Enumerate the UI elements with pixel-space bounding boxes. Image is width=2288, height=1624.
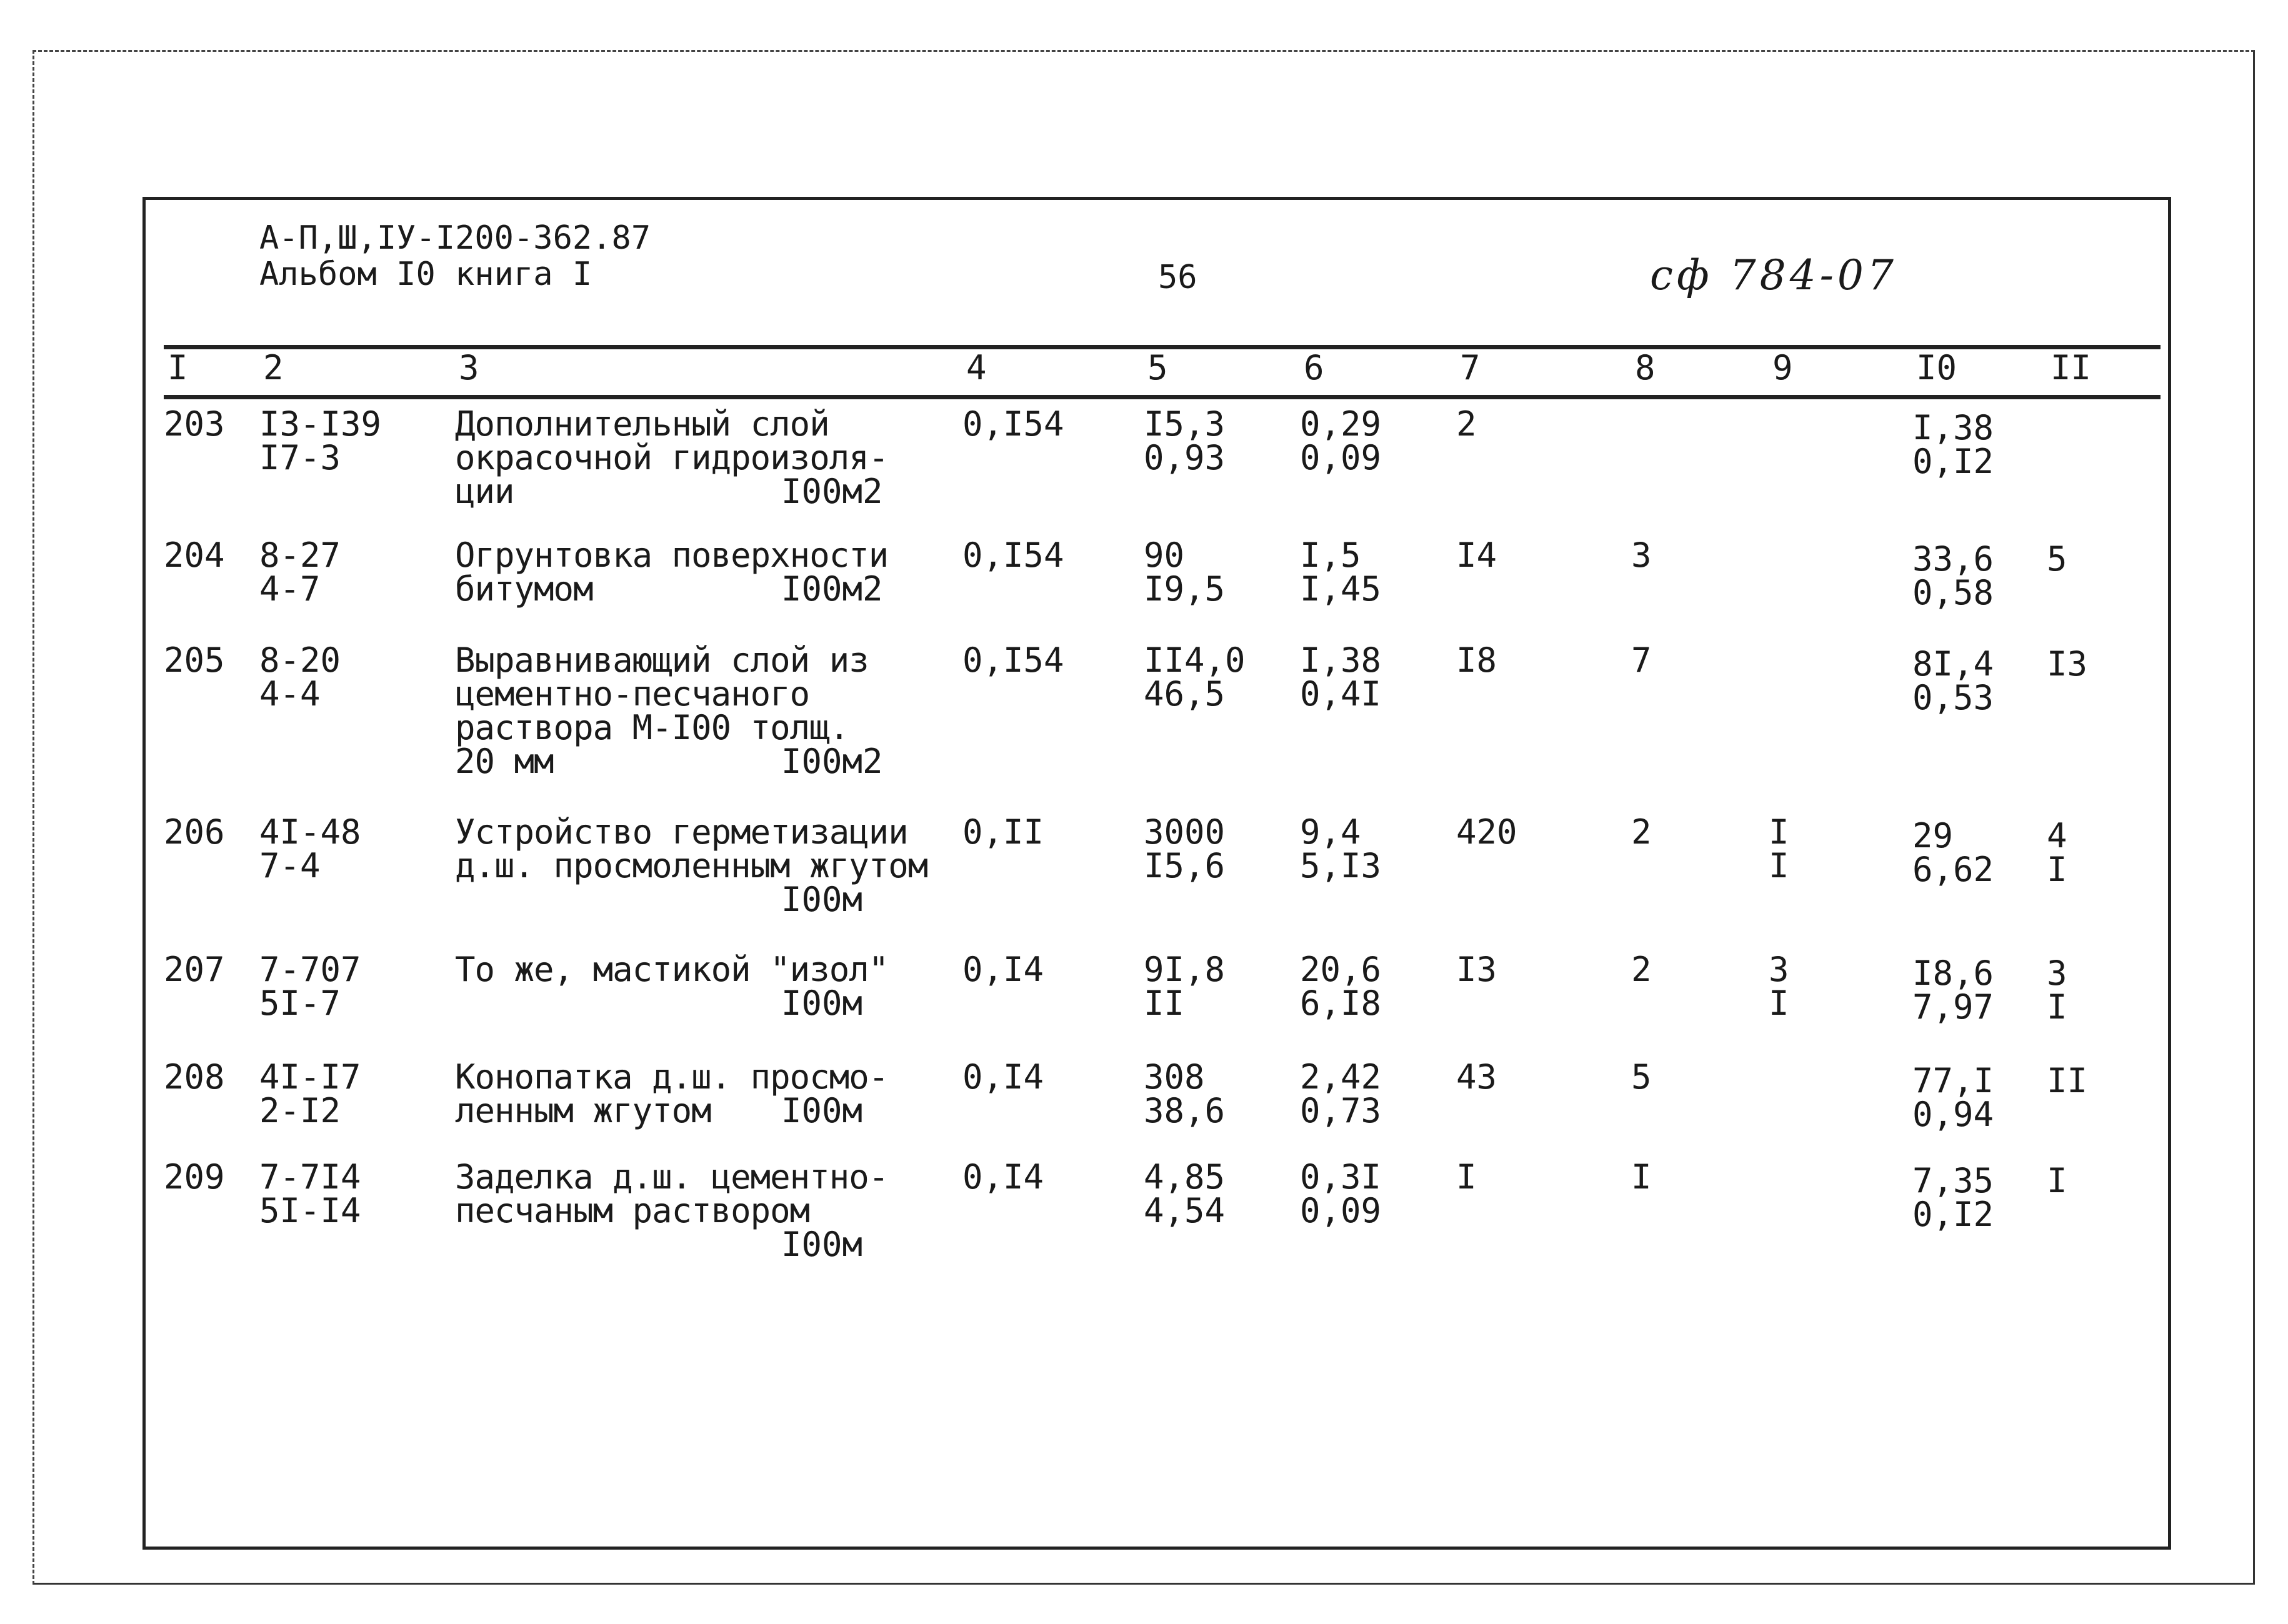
col10-value: 29 — [1912, 816, 1954, 855]
norm-code: 8-27 — [259, 536, 341, 575]
col6-value: 0,09 — [1300, 438, 1382, 477]
norm-code: 7-7I4 — [259, 1157, 361, 1197]
col10-value: 7,97 — [1912, 987, 1994, 1027]
col6-value: 0,4I — [1300, 674, 1382, 714]
row-number: 205 — [164, 640, 225, 680]
col5-value: I9,5 — [1144, 569, 1226, 609]
col4-value: 0,I4 — [962, 950, 1044, 989]
col6-value: 2,42 — [1300, 1057, 1382, 1097]
col10-value: 6,62 — [1912, 850, 1994, 889]
col7-value: I — [1456, 1157, 1477, 1197]
column-header-5: 5 — [1147, 348, 1168, 387]
col5-value: 3000 — [1144, 812, 1226, 852]
col4-value: 0,I4 — [962, 1057, 1044, 1097]
unit-of-measure: I00м — [781, 1091, 863, 1130]
col8-value: 5 — [1631, 1057, 1652, 1097]
work-description: Устройство герметизации — [455, 812, 908, 852]
row-number: 204 — [164, 536, 225, 575]
col6-value: 0,09 — [1300, 1191, 1382, 1230]
work-description: Конопатка д.ш. просмо- — [455, 1057, 889, 1097]
col5-value: I5,3 — [1144, 404, 1226, 444]
column-header-10: I0 — [1916, 348, 1957, 387]
col9-value: I — [1769, 984, 1789, 1023]
norm-code: 4I-48 — [259, 812, 361, 852]
column-header-4: 4 — [966, 348, 987, 387]
col9-value: 3 — [1769, 950, 1789, 989]
col10-value: I,38 — [1912, 408, 1994, 447]
col6-value: 0,73 — [1300, 1091, 1382, 1130]
norm-code: 4-7 — [259, 569, 321, 609]
col6-value: 6,I8 — [1300, 984, 1382, 1023]
col6-value: 5,I3 — [1300, 846, 1382, 885]
col5-value: II — [1144, 984, 1185, 1023]
col11-value: 3 — [2047, 954, 2067, 993]
col11-value: I — [2047, 850, 2067, 889]
unit-of-measure: I00м2 — [781, 742, 883, 781]
document-code: А-П,Ш,IУ-I200-362.87 — [259, 219, 651, 257]
col10-value: I8,6 — [1912, 954, 1994, 993]
col10-value: 0,I2 — [1912, 1195, 1994, 1234]
work-description: Выравнивающий слой из — [455, 640, 869, 680]
norm-code: 2-I2 — [259, 1091, 341, 1130]
col10-value: 8I,4 — [1912, 644, 1994, 684]
header-rule-bottom — [164, 395, 2161, 399]
col5-value: 9I,8 — [1144, 950, 1226, 989]
unit-of-measure: I00м — [781, 880, 863, 919]
album-label: Альбом I0 книга I — [259, 256, 592, 293]
row-number: 209 — [164, 1157, 225, 1197]
row-number: 203 — [164, 404, 225, 444]
col10-value: 7,35 — [1912, 1161, 1994, 1200]
col5-value: 4,54 — [1144, 1191, 1226, 1230]
norm-code: I3-I39 — [259, 404, 382, 444]
col5-value: 4,85 — [1144, 1157, 1226, 1197]
page-number: 56 — [1158, 259, 1197, 296]
col5-value: I5,6 — [1144, 846, 1226, 885]
col8-value: 7 — [1631, 640, 1652, 680]
col7-value: 43 — [1456, 1057, 1497, 1097]
col7-value: 2 — [1456, 404, 1477, 444]
col10-value: 77,I — [1912, 1061, 1994, 1100]
col11-value: 5 — [2047, 539, 2067, 579]
col8-value: 2 — [1631, 950, 1652, 989]
row-number: 208 — [164, 1057, 225, 1097]
work-description: битумом — [455, 569, 593, 609]
work-description: То же, мастикой "изол" — [455, 950, 889, 989]
col6-value: I,5 — [1300, 536, 1361, 575]
unit-of-measure: I00м — [781, 1225, 863, 1264]
norm-code: 5I-7 — [259, 984, 341, 1023]
col4-value: 0,II — [962, 812, 1044, 852]
work-description: Заделка д.ш. цементно- — [455, 1157, 889, 1197]
col10-value: 0,I2 — [1912, 442, 1994, 481]
unit-of-measure: I00м — [781, 984, 863, 1023]
col4-value: 0,I4 — [962, 1157, 1044, 1197]
col5-value: 38,6 — [1144, 1091, 1226, 1130]
col7-value: I8 — [1456, 640, 1497, 680]
column-header-7: 7 — [1460, 348, 1481, 387]
col10-value: 0,58 — [1912, 573, 1994, 612]
col9-value: I — [1769, 812, 1789, 852]
column-header-8: 8 — [1635, 348, 1656, 387]
norm-code: I7-3 — [259, 438, 341, 477]
norm-code: 8-20 — [259, 640, 341, 680]
col10-value: 33,6 — [1912, 539, 1994, 579]
col6-value: 20,6 — [1300, 950, 1382, 989]
col10-value: 0,53 — [1912, 678, 1994, 717]
work-description: Дополнительный слой — [455, 404, 829, 444]
col7-value: 420 — [1456, 812, 1517, 852]
work-description: ции — [455, 472, 514, 511]
norm-code: 4I-I7 — [259, 1057, 361, 1097]
col6-value: 9,4 — [1300, 812, 1361, 852]
col11-value: II — [2047, 1061, 2088, 1100]
norm-code: 7-707 — [259, 950, 361, 989]
col4-value: 0,I54 — [962, 536, 1064, 575]
row-number: 207 — [164, 950, 225, 989]
work-description: цементно-песчаного — [455, 674, 810, 714]
col6-value: I,45 — [1300, 569, 1382, 609]
col10-value: 0,94 — [1912, 1095, 1994, 1134]
col6-value: 0,3I — [1300, 1157, 1382, 1197]
column-header-6: 6 — [1304, 348, 1324, 387]
norm-code: 5I-I4 — [259, 1191, 361, 1230]
norm-code: 7-4 — [259, 846, 321, 885]
unit-of-measure: I00м2 — [781, 472, 883, 511]
column-header-9: 9 — [1772, 348, 1793, 387]
col8-value: I — [1631, 1157, 1652, 1197]
work-description: Огрунтовка поверхности — [455, 536, 889, 575]
handwritten-stamp: сф 784-07 — [1650, 251, 1897, 299]
col8-value: 2 — [1631, 812, 1652, 852]
col11-value: I3 — [2047, 644, 2088, 684]
norm-code: 4-4 — [259, 674, 321, 714]
column-header-11: II — [2051, 348, 2092, 387]
unit-of-measure: I00м2 — [781, 569, 883, 609]
col5-value: 90 — [1144, 536, 1185, 575]
col4-value: 0,I54 — [962, 404, 1064, 444]
column-header-1: I — [167, 348, 188, 387]
col11-value: I — [2047, 1161, 2067, 1200]
row-number: 206 — [164, 812, 225, 852]
col4-value: 0,I54 — [962, 640, 1064, 680]
col7-value: I3 — [1456, 950, 1497, 989]
col11-value: I — [2047, 987, 2067, 1027]
col6-value: I,38 — [1300, 640, 1382, 680]
col5-value: II4,0 — [1144, 640, 1246, 680]
col11-value: 4 — [2047, 816, 2067, 855]
work-description: ленным жгутом — [455, 1091, 711, 1130]
work-description: окрасочной гидроизоля- — [455, 438, 889, 477]
work-description: 20 мм — [455, 742, 554, 781]
work-description: д.ш. просмоленным жгутом — [455, 846, 928, 885]
col9-value: I — [1769, 846, 1789, 885]
work-description: песчаным раствором — [455, 1191, 810, 1230]
col7-value: I4 — [1456, 536, 1497, 575]
column-header-3: 3 — [459, 348, 479, 387]
col5-value: 46,5 — [1144, 674, 1226, 714]
col5-value: 308 — [1144, 1057, 1205, 1097]
col8-value: 3 — [1631, 536, 1652, 575]
col6-value: 0,29 — [1300, 404, 1382, 444]
col5-value: 0,93 — [1144, 438, 1226, 477]
column-header-2: 2 — [263, 348, 284, 387]
work-description: раствора М-I00 толщ. — [455, 708, 849, 747]
